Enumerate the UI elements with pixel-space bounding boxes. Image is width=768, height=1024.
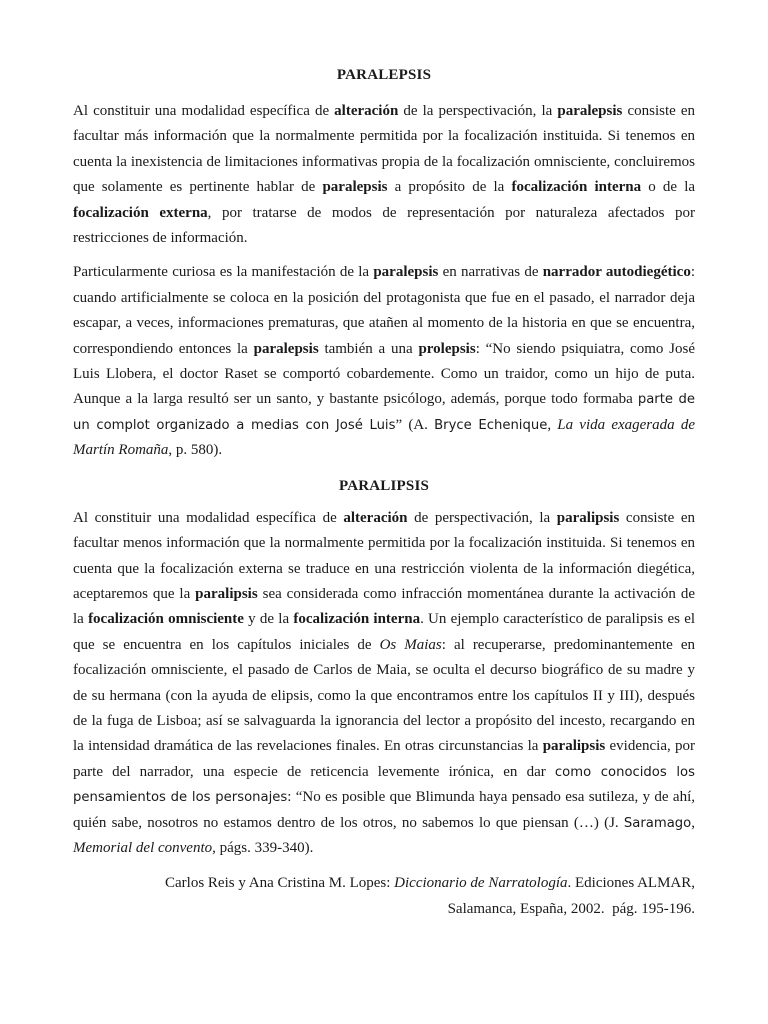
- section-title-paralipsis: PARALIPSIS: [338, 477, 430, 494]
- term-paralipsis: paralipsis: [195, 585, 258, 602]
- quote-text: : “No siendo psiquiatra, como José Luis Llobera, el doctor Raset se comportó cobardemente. Como un traidor, como un hijo de puta. Aunque a la larga resultó ser un santo, y bastante psicólogo, además, porque todo formaba: [73, 340, 695, 408]
- term-paralepsis: paralepsis: [253, 340, 319, 357]
- book-title: La vida exagerada de Martín Romaña: [73, 416, 695, 459]
- text-run: sea considerada como infracción momentánea durante la activación de la: [73, 585, 695, 628]
- citation-book-title: Diccionario de Narratología: [394, 875, 568, 892]
- author-name: Bryce Echenique: [434, 417, 548, 433]
- text-alt-font: como conocidos los pensamientos de los personajes: [73, 764, 695, 806]
- text-run: de perspectivación, la: [407, 509, 557, 526]
- term-focalizacion-interna: focalización interna: [293, 611, 421, 628]
- text-run: ,: [691, 814, 695, 831]
- term-prolepsis: prolepsis: [418, 340, 476, 357]
- text-run: Al constituir una modalidad específica de: [73, 509, 344, 526]
- paragraph-paralepsis-definition: [73, 99, 695, 251]
- section-title-paralepsis: PARALEPSIS: [336, 67, 432, 83]
- book-title: Os Maias: [379, 636, 442, 653]
- citation-authors: Carlos Reis y Ana Cristina M. Lopes:: [165, 875, 395, 892]
- text-run: : cuando artificialmente se coloca en la posición del protagonista que fue en el pasado, el narrador deja escapar, a veces, informaciones prematuras, que atañen al momento de la historia en que se encuentra, correspondiendo entonces la: [73, 264, 695, 357]
- text-run: , por tratarse de modos de representación por naturaleza afectados por restricciones de información.: [73, 204, 695, 247]
- text-run: evidencia, por parte del narrador, una especie de reticencia levemente irónica, en dar: [73, 738, 695, 780]
- citation-publisher: . Ediciones ALMAR,: [567, 875, 695, 892]
- text-run: ,: [547, 416, 558, 433]
- quote-text-alt-font: parte de un complot organizado a medias con José Luis: [73, 392, 695, 433]
- term-paralepsis: paralepsis: [557, 103, 623, 119]
- quote-text: : “No es posible que Blimunda haya pensado esa sutileza, y de ahí, quién sabe, nosotros no estamos dentro de los otros, no sabemos lo que piensan (…) (J.: [73, 789, 695, 831]
- text-run: de la perspectivación, la: [398, 103, 558, 119]
- text-run: , págs. 339-340).: [212, 839, 314, 856]
- citation-line-2: Salamanca, España, 2002. pág. 195-196.: [447, 901, 695, 918]
- text-run: consiste en facultar más información que la normalmente permitida por la focalización instituida. Si tenemos en cuenta la inexistencia de limitaciones informativas propia de la focalización omnisciente, concluiremos que solamente es pertinente hablar de: [73, 103, 695, 196]
- term-paralepsis: paralepsis: [322, 179, 388, 196]
- text-run: Particularmente curiosa es la manifestación de la: [73, 264, 374, 281]
- term-paralipsis: paralipsis: [556, 509, 620, 526]
- text-run: Al constituir una modalidad específica de: [73, 103, 335, 119]
- document-page: [73, 58, 695, 922]
- term-paralipsis: paralipsis: [542, 738, 606, 755]
- text-run: en narrativas de: [438, 264, 543, 281]
- term-paralepsis: paralepsis: [373, 264, 439, 281]
- paragraph-paralipsis: [73, 506, 695, 862]
- term-alteracion: alteración: [334, 103, 399, 119]
- term-narrador-autodiegetico: narrador autodiegético: [542, 264, 691, 281]
- author-name: Saramago: [623, 815, 692, 831]
- term-alteracion: alteración: [343, 509, 408, 526]
- source-citation: [73, 870, 695, 922]
- text-run: a propósito de la: [387, 179, 512, 196]
- book-title: Memorial del convento: [73, 839, 213, 856]
- text-run: y de la: [243, 611, 294, 628]
- text-run: también a una: [318, 340, 419, 357]
- text-run: consiste en facultar menos información que la normalmente permitida por la focalización instituida. Si tenemos en cuenta que la focalización externa se traduce en una restricción violenta de la información diegética, aceptaremos que la: [73, 509, 695, 602]
- text-run: . Un ejemplo característico de paralipsis es el que se encuentra en los capítulos iniciales de: [73, 611, 696, 653]
- text-run: , p. 580).: [168, 442, 223, 459]
- text-run: ” (A.: [395, 416, 435, 433]
- paragraph-paralepsis-example: [73, 260, 695, 463]
- term-focalizacion-omnisciente: focalización omnisciente: [88, 611, 244, 628]
- citation-line-1: [73, 870, 695, 896]
- text-run: o de la: [641, 179, 696, 196]
- term-focalizacion-externa: focalización externa: [73, 204, 208, 221]
- text-run: : al recuperarse, predominantemente en focalización omnisciente, el pasado de Carlos de Maia, se oculta el decurso biográfico de su madre y de su hermana (con la ayuda de elipsis, como la que encontramos entre los capítulos II y III), después de la fuga de Lisboa; así se salvaguarda la ignorancia del lector a propósito del incesto, recargando en la intensidad dramática de las revelaciones finales. En otras circunstancias la: [73, 636, 696, 755]
- term-focalizacion-interna: focalización interna: [511, 179, 642, 196]
